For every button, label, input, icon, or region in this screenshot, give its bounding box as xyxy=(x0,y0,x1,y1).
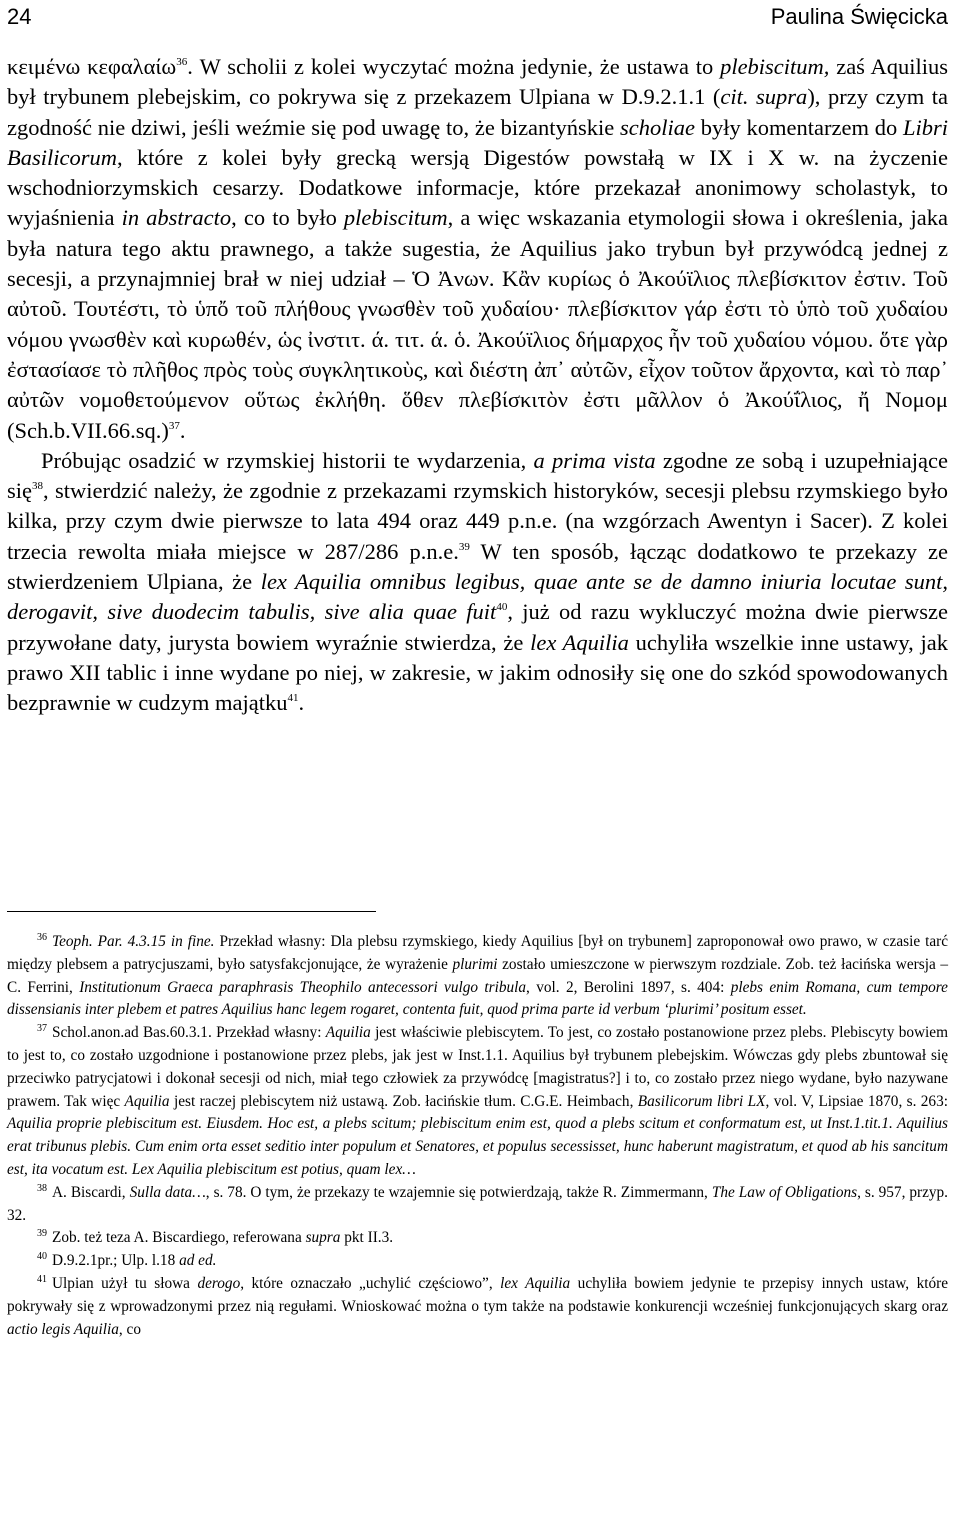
italic-text: Aquilia xyxy=(124,1092,170,1110)
text-run: . xyxy=(298,690,305,716)
italic-text: lex Aquilia omnibus legibus, quae ante se de damno iniuria locutae sunt, derogavit, sive duodecim tabulis, sive alia quae fuit xyxy=(7,569,949,625)
footnote-separator xyxy=(7,911,376,912)
text-run: κειμένω κεφαλαίω xyxy=(7,54,177,79)
italic-text: Aquilia xyxy=(325,1024,371,1042)
text-run: jest raczej plebiscytem niż ustawą. Zob. łacińskie tłum. C.G.E. Heimbach, xyxy=(169,1092,638,1110)
text-run: , które z kolei były grecką wersją Digestów powstałą w IX i X w. na życzenie wschodniorzymskich cesarzy. Dodatkowe informacje, które przekazał anonimowy scholastyk, to wyjaśnienia xyxy=(7,144,948,231)
text-run: jest właściwie plebiscytem. To jest, co zostało postanowione przez plebs. Plebiscyty bowiem to jest to, co zostało uzgodnione i postanowione przez plebs, jak jest w Inst.1.1. Aquilius był trybunem plebejskim. Wówczas gdy plebs zbuntował się przeciwko patrycjatowi i dokonał secesji od nich, miał tego człowiek za przywódcę [magistratus?] i to, co zostało przez niego wydane, było nazywane prawem. Tak więc xyxy=(7,1024,948,1110)
italic-text: plebiscitum, xyxy=(720,54,830,79)
paragraph xyxy=(7,446,948,719)
italic-text: derogo xyxy=(197,1274,241,1292)
italic-text: supra xyxy=(305,1229,341,1247)
italic-text: ad ed. xyxy=(179,1252,217,1270)
italic-text: scholiae xyxy=(620,114,696,140)
italic-text: plurimi xyxy=(452,955,498,973)
footnote-ref: 36 xyxy=(176,56,188,68)
italic-text: actio legis Aquilia xyxy=(7,1320,119,1338)
document-page xyxy=(7,0,948,1523)
text-run: Próbując osadzić w rzymskiej historii te wydarzenia, xyxy=(41,447,534,473)
italic-text: The Law of Obligations xyxy=(711,1183,858,1201)
footnote-number: 37 xyxy=(37,1023,47,1035)
footnote xyxy=(7,1250,948,1273)
footnote xyxy=(7,1182,948,1228)
text-run: Zob. też teza A. Biscardiego, referowana xyxy=(52,1229,306,1247)
text-run: Przekład własny: Dla plebsu rzymskiego, kiedy Aquilius [był on trybunem] zaproponował owo prawo, w czasie tarć między plebsem a patrycjuszami, było satysfakcjonujące, że wyrażenie xyxy=(7,933,948,973)
footnote-number: 36 xyxy=(37,932,47,943)
italic-text: Aquilia proprie plebiscitum est. Eiusdem. Hoc est, a plebs scitum; plebiscitum enim est, quod a plebs scitum et conformatum est, ut Inst.1.tit.1. Aquilius erat tribunus plebis. Cum enim orta esset seditio inter populum et Senatores, et populus secessisset, hunc haberunt magistratum, et quod ab his sancitum est, ita vocatum est. Lex Aquilia plebiscitum est potius, quam lex… xyxy=(7,1115,948,1178)
text-run: W ten sposób, łącząc dodatkowo te przekazy ze stwierdzeniem Ulpiana, że xyxy=(7,538,948,595)
text-run: , które oznaczało „uchylić częściowo”, xyxy=(240,1274,501,1292)
text-run: Schol.anon.ad Bas.60.3.1. Przekład własny: xyxy=(52,1024,326,1042)
text-run: Ulpian użył tu słowa xyxy=(52,1274,198,1292)
text-run: uchyliła bowiem jedynie te przepisy innych ustaw, które pokrywały się z wprowadzonymi przez nią regułami. Wnioskować można o tym także na podstawie konkurencji wcześniej funkcjonujących skarg oraz xyxy=(7,1274,948,1315)
text-run: D.9.2.1pr.; Ulp. l.18 xyxy=(52,1252,180,1270)
text-run: zaś Aquilius był trybunem plebejskim, co pokrywa się z przekazem Ulpiana w D.9.2.1.1 ( xyxy=(7,54,948,110)
page-number: 24 xyxy=(7,4,32,29)
text-run: były komentarzem do xyxy=(695,114,903,140)
text-run: , co to było xyxy=(231,205,344,231)
footnote xyxy=(7,1273,948,1341)
footnote-ref: 37 xyxy=(168,419,180,432)
footnote-number: 38 xyxy=(37,1182,47,1194)
text-run: uchyliła wszelkie inne ustawy, jak prawo XII tablic i inne wydane po niej, w zakresie, w jakim odnosiły się one do szkód spowodowanych bezprawnie w cudzym majątku xyxy=(7,629,948,716)
text-run: A. Biscardi, xyxy=(52,1183,130,1201)
footnotes xyxy=(7,931,948,1341)
footnote-ref: 38 xyxy=(32,480,43,493)
text-run: zgodne ze sobą i uzupełniające się xyxy=(7,447,948,504)
italic-text: plebiscitum xyxy=(343,205,448,231)
italic-text: cit. supra xyxy=(720,84,808,110)
running-header-author: Paulina Święcicka xyxy=(770,4,948,29)
text-run: . W scholii z kolei wyczytać można jedynie, że ustawa to xyxy=(187,54,721,79)
footnote xyxy=(7,931,948,1022)
italic-text: lex Aquilia xyxy=(530,629,629,655)
footnote-ref: 41 xyxy=(287,692,299,705)
italic-text: lex Aquilia xyxy=(500,1274,571,1292)
paragraph xyxy=(7,52,948,446)
footnote-number: 41 xyxy=(37,1273,47,1285)
main-text xyxy=(7,52,948,719)
running-header xyxy=(7,4,948,34)
footnote xyxy=(7,1022,948,1182)
text-run: pkt II.3. xyxy=(340,1229,394,1247)
italic-text: Sulla data… xyxy=(129,1183,206,1201)
text-run: ), przy czym ta zgodność nie dziwi, jeśli weźmie się pod uwagę to, że bizantyńskie xyxy=(7,84,948,140)
italic-text: a prima vista xyxy=(533,447,656,473)
text-run: , vol. V, Lipsiae 1870, s. 263: xyxy=(765,1092,948,1110)
footnote-ref: 40 xyxy=(496,601,508,614)
footnote-number: 39 xyxy=(37,1228,47,1240)
footnote-number: 40 xyxy=(37,1251,47,1263)
text-run: , s. 78. O tym, że przekazy te wzajemnie się potwierdzają, także R. Zimmermann, xyxy=(205,1183,712,1201)
italic-text: in abstracto xyxy=(121,205,232,231)
text-run: , vol. 2, Berolini 1897, s. 404: xyxy=(526,978,731,996)
text-run: zostało umieszczone w pierwszym rozdziale. Zob. też łacińska wersja – C. Ferrini, xyxy=(7,955,948,996)
italic-text: Libri Basilicorum xyxy=(7,114,948,170)
italic-text: Institutionum Graeca paraphrasis Theophilo antecessori vulgo tribula xyxy=(79,978,527,996)
footnote xyxy=(7,1227,948,1250)
italic-text: plebs enim Romana, cum tempore dissensianis inter plebem et patres Aquilius hanc legem rogaret, contenta fuit, quod prima parte id verbum ‘plurimi’ positum esset. xyxy=(7,978,948,1019)
text-run: , co xyxy=(118,1320,141,1338)
text-run: . xyxy=(179,417,186,443)
italic-text: Teoph. Par. 4.3.15 in fine. xyxy=(52,933,215,950)
text-run: , a więc wskazania etymologii słowa i określenia, jaka była natura tego aktu prawnego, a także sugestia, że Aquilius jako trybun był przywódcą jednej z secesji, a przynajmniej brał w niej udział – Ὁ Ἀνων. Κἂν κυρίως ὁ Ἀκούϊλιος πλεβίσκιτον ἐστιν. Τοῦ αὐτοῦ. Τουτέστι, τὸ ὑπὄ τοῦ πλήθους γνωσθὲν τοῦ χυδαίου· πλεβίσκιτον γάρ ἐστι τὸ ὑπὸ τοῦ χυδαίου νόμου γνωσθὲν καὶ κυρωθέν, ὡς ἰνστιτ. ά. τιτ. ά. ὁ. Ἀκούϊλιος δήμαρχος ἦν τοῦ χυδαίου νόμου. ὅτε γὰρ ἐστασίασε τὸ πλῆθος πρὸς τοὺς συγκλητικοὺς, καὶ διέστη ἀπ᾽ αὐτῶν, εἶχον τοῦτον ἄρχοντα, καὶ τὸ παρ᾽ αὐτῶν νομοθετούμενον οὕτως ἐκλήθη. ὅθεν πλεβίσκιτὸν ἐστι μᾶλλον ὁ Ἀκούΐλιος, ἤ Νομομ (Sch.b.VII.66.sq.) xyxy=(7,205,948,443)
text-run: , stwierdzić należy, że zgodnie z przekazami rzymskich historyków, secesji plebsu rzymskiego było kilka, przy czym dwie pierwsze to lata 494 oraz 449 p.n.e. (na wzgórzach Awentyn i Sacer). Z kolei trzecia rewolta miała miejsce w 287/286 p.n.e. xyxy=(7,478,948,564)
italic-text: Basilicorum libri LX xyxy=(637,1092,766,1110)
text-run: , s. 957, przyp. 32. xyxy=(7,1183,949,1224)
footnote-ref: 39 xyxy=(458,540,470,553)
text-run: , już od razu wykluczyć można dwie pierwsze przywołane daty, jurysta bowiem wyraźnie stwierdza, że xyxy=(7,599,948,655)
